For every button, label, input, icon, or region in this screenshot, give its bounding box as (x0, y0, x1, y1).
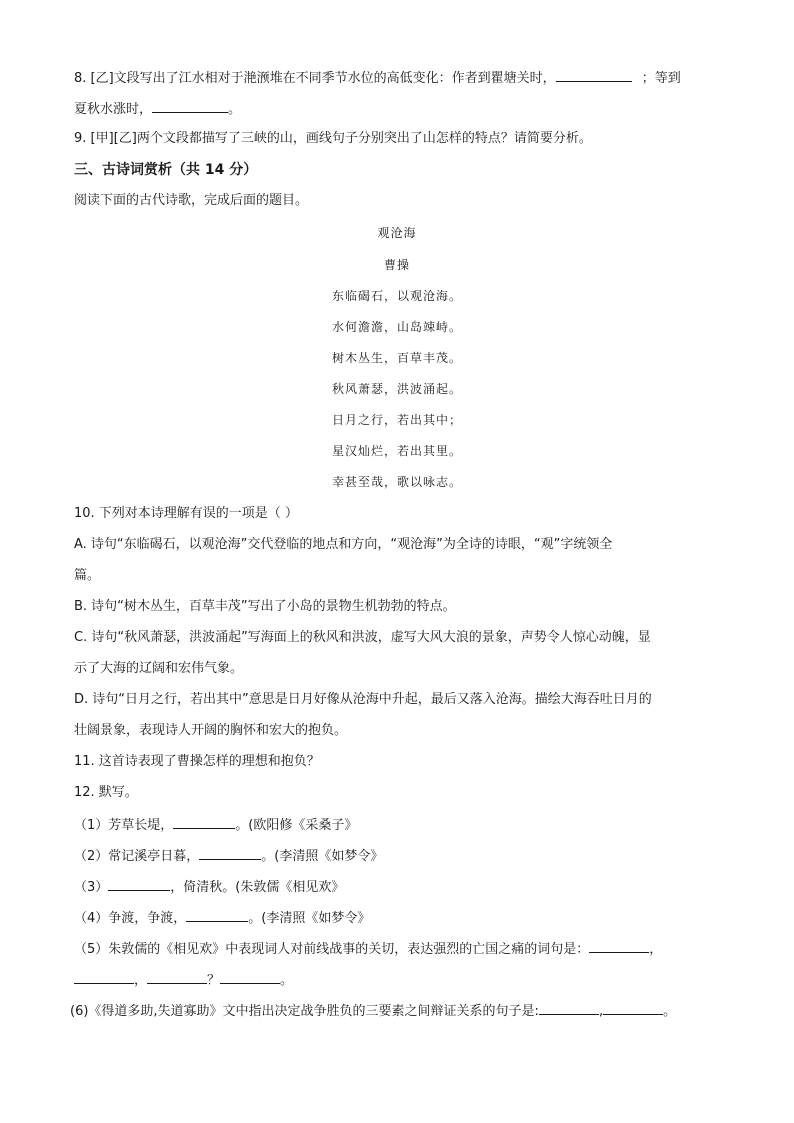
q10-option-a-cont: 篇。 (74, 568, 101, 583)
q12-blank-4[interactable] (186, 908, 248, 922)
q8-blank-1[interactable] (556, 68, 632, 82)
poem-author: 曹操 (383, 258, 410, 272)
q12-stem: 12. 默写。 (74, 785, 138, 800)
poem-line: 日月之行，若出其中； (331, 413, 462, 427)
poem-line: 水何澹澹，山岛竦峙。 (331, 320, 462, 334)
q10-option-c: C. 诗句“秋风萧瑟，洪波涌起”写海面上的秋风和洪波，虚写大风大浪的景象，声势令人惊心动魄，显 (74, 630, 651, 645)
section-3-heading: 三、古诗词赏析（共 14 分） (74, 162, 258, 178)
q8-line-1 (74, 68, 681, 88)
q11-question: 11. 这首诗表现了曹操怎样的理想和抱负？ (74, 754, 320, 769)
q12-item-4: （4）争渡，争渡， 。(李清照《如梦令》 (74, 908, 370, 928)
reading-instruction: 阅读下面的古代诗歌，完成后面的题目。 (74, 193, 309, 208)
q12-blank-1[interactable] (173, 815, 235, 829)
q10-option-a: A. 诗句“东临碣石，以观沧海”交代登临的地点和方向，“观沧海”为全诗的诗眼，“观”字统领全 (74, 537, 613, 552)
q12-blank-5c[interactable] (147, 970, 207, 984)
q10-option-d-cont: 壮阔景象，表现诗人开阔的胸怀和宏大的抱负。 (74, 723, 348, 738)
q12-item-5: （5）朱敦儒的《相见欢》中表现词人对前线战事的关切，表达强烈的亡国之痛的词句是： ， (74, 939, 662, 959)
q10-stem: 10. 下列对本诗理解有误的一项是（ ） (74, 506, 298, 521)
q12-item-1: （1）芳草长堤， 。(欧阳修《采桑子》 (74, 815, 357, 835)
q10-option-c-cont: 示了大海的辽阔和宏伟气象。 (74, 661, 244, 676)
poem-line: 秋风萧瑟，洪波涌起。 (331, 382, 462, 396)
q12-blank-5a[interactable] (589, 939, 649, 953)
q12-blank-5b[interactable] (74, 970, 134, 984)
q12-item-2: （2）常记溪亭日暮， 。(李清照《如梦令》 (74, 846, 383, 866)
q12-blank-3[interactable] (108, 877, 170, 891)
q9-question: 9. [甲][乙]两个文段都描写了三峡的山，画线句子分别突出了山怎样的特点？请简要分析。 (74, 131, 592, 146)
q12-blank-6a[interactable] (539, 1001, 599, 1015)
poem-line: 东临碣石，以观沧海。 (331, 289, 462, 303)
poem-line: 幸甚至哉，歌以咏志。 (331, 475, 462, 489)
q10-option-d: D. 诗句“日月之行，若出其中”意思是日月好像从沧海中升起，最后又落入沧海。描绘大海吞吐日月的 (74, 692, 652, 707)
q12-item-5-cont: ， ？ 。 (74, 970, 293, 990)
q12-item-6: (6)《得道多助,失道寡助》文中指出决定战争胜负的三要素之间辩证关系的句子是: , 。 (70, 1001, 676, 1021)
q8-text-tail: ；等到 (641, 71, 681, 86)
q8-line-2 (74, 99, 241, 119)
q8-text-2-end: 。 (228, 102, 242, 117)
q12-blank-6b[interactable] (603, 1001, 663, 1015)
q8-text-2: 夏秋水涨时， (74, 102, 153, 117)
poem-line: 星汉灿烂，若出其里。 (331, 444, 462, 458)
q12-blank-2[interactable] (199, 846, 261, 860)
q8-text: 8. [乙]文段写出了江水相对于滟滪堆在不同季节水位的高低变化：作者到瞿塘关时， (74, 71, 556, 86)
q12-item-3: （3） ，倚清秋。(朱敦儒《相见欢》 (74, 877, 344, 897)
poem-title: 观沧海 (377, 226, 417, 240)
poem-line: 树木丛生，百草丰茂。 (331, 351, 462, 365)
q12-blank-5d[interactable] (220, 970, 280, 984)
q8-blank-2[interactable] (152, 99, 228, 113)
q10-option-b: B. 诗句“树木丛生，百草丰茂”写出了小岛的景物生机勃勃的特点。 (74, 599, 456, 614)
